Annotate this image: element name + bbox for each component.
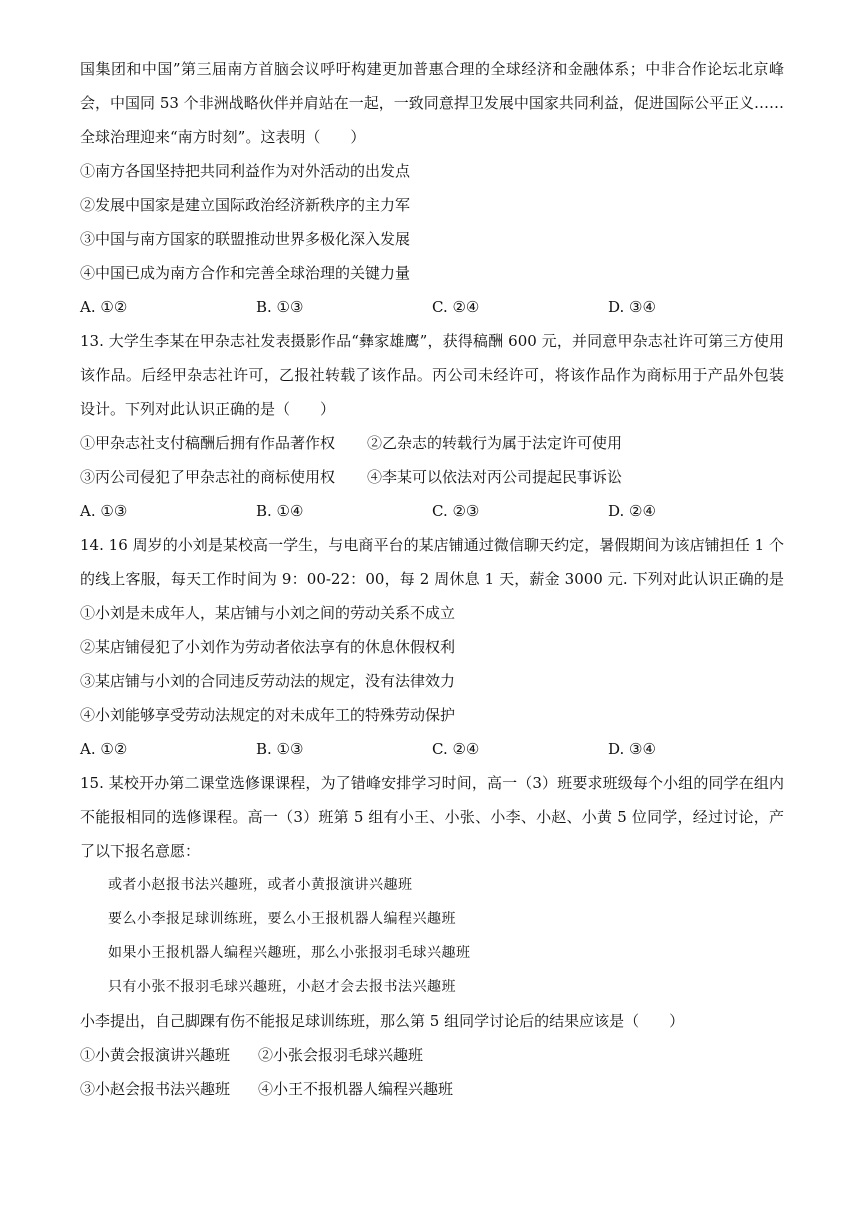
choice-a: A. ①③ (80, 502, 128, 520)
question-15-stem-line-2: 不能报相同的选修课程。高一（3）班第 5 组有小王、小张、小李、小赵、小黄 5 位同学，经过讨论，产 (80, 808, 784, 826)
question-15-option-3: ③小赵会报书法兴趣班 (80, 1080, 231, 1098)
question-13-stem-line-1: 13. 大学生李某在甲杂志社发表摄影作品“彝家雄鹰”，获得稿酬 600 元，并同意甲杂志社许可第三方使用 (80, 332, 784, 350)
choice-b: B. ①③ (256, 298, 304, 316)
question-12-choices (80, 290, 784, 324)
question-12-option-2: ②发展中国家是建立国际政治经济新秩序的主力军 (80, 196, 411, 214)
question-13-option-2: ②乙杂志的转载行为属于法定许可使用 (367, 434, 623, 452)
question-15-stem-line-1: 15. 某校开办第二课堂选修课课程，为了错峰安排学习时间，高一（3）班要求班级每个小组的同学在组内 (80, 774, 784, 792)
question-12-stem-line-1: 国集团和中国”第三届南方首脑会议呼吁构建更加普惠合理的全球经济和金融体系；中非合作论坛北京峰 (80, 60, 784, 78)
choice-a: A. ①② (80, 298, 128, 316)
choice-b: B. ①④ (256, 502, 304, 520)
question-15 (80, 766, 784, 1106)
question-12-stem-line-2: 会，中国同 53 个非洲战略伙伴并肩站在一起，一致同意捍卫发展中国家共同利益，促进国际公平正义…… (80, 94, 784, 112)
question-15-option-1: ①小黄会报演讲兴趣班 (80, 1046, 231, 1064)
question-14-choices (80, 732, 784, 766)
question-15-option-2: ②小张会报羽毛球兴趣班 (258, 1046, 424, 1064)
question-15-condition-4: 只有小张不报羽毛球兴趣班，小赵才会去报书法兴趣班 (108, 979, 456, 995)
question-15-condition-1: 或者小赵报书法兴趣班，或者小黄报演讲兴趣班 (108, 877, 413, 893)
question-14-option-1: ①小刘是未成年人，某店铺与小刘之间的劳动关系不成立 (80, 604, 456, 622)
question-14-option-2: ②某店铺侵犯了小刘作为劳动者依法享有的休息休假权利 (80, 638, 456, 656)
choice-b: B. ①③ (256, 740, 304, 758)
question-12-option-4: ④中国已成为南方合作和完善全球治理的关键力量 (80, 264, 411, 282)
exam-page (80, 52, 784, 1106)
choice-d: D. ③④ (608, 298, 656, 316)
question-13-stem-line-3: 设计。下列对此认识正确的是（ ） (80, 400, 336, 418)
choice-d: D. ②④ (608, 502, 656, 520)
question-15-options-row-2 (80, 1072, 784, 1106)
question-14-option-4: ④小刘能够享受劳动法规定的对未成年工的特殊劳动保护 (80, 706, 456, 724)
choice-d: D. ③④ (608, 740, 656, 758)
question-13-stem-line-2: 该作品。后经甲杂志社许可，乙报社转载了该作品。丙公司未经许可，将该作品作为商标用于产品外包装 (80, 366, 784, 384)
question-13-options-row-1 (80, 426, 784, 460)
question-13-choices (80, 494, 784, 528)
question-15-condition-3: 如果小王报机器人编程兴趣班，那么小张报羽毛球兴趣班 (108, 945, 471, 961)
question-13-options-row-2 (80, 460, 784, 494)
question-14-stem-line-2: 的线上客服，每天工作时间为 9：00-22：00，每 2 周休息 1 天，薪金 3000 元. 下列对此认识正确的是 (80, 570, 784, 588)
question-13-option-4: ④李某可以依法对丙公司提起民事诉讼 (367, 468, 623, 486)
question-15-option-4: ④小王不报机器人编程兴趣班 (258, 1080, 454, 1098)
question-12-option-3: ③中国与南方国家的联盟推动世界多极化深入发展 (80, 230, 411, 248)
choice-c: C. ②③ (432, 502, 480, 520)
choice-c: C. ②④ (432, 740, 480, 758)
question-14 (80, 528, 784, 766)
choice-c: C. ②④ (432, 298, 480, 316)
question-15-stem-line-3: 了以下报名意愿： (80, 842, 201, 860)
question-13 (80, 324, 784, 528)
question-13-option-3: ③丙公司侵犯了甲杂志社的商标使用权 (80, 468, 336, 486)
question-15-condition-2: 要么小李报足球训练班，要么小王报机器人编程兴趣班 (108, 911, 456, 927)
question-14-stem-line-1: 14. 16 周岁的小刘是某校高一学生，与电商平台的某店铺通过微信聊天约定，暑假期间为该店铺担任 1 个 (80, 536, 784, 554)
question-12-option-1: ①南方各国坚持把共同利益作为对外活动的出发点 (80, 162, 411, 180)
question-13-option-1: ①甲杂志社支付稿酬后拥有作品著作权 (80, 434, 336, 452)
question-12-stem-line-3: 全球治理迎来“南方时刻”。这表明（ ） (80, 128, 366, 146)
question-12 (80, 52, 784, 324)
question-15-options-row-1 (80, 1038, 784, 1072)
question-14-option-3: ③某店铺与小刘的合同违反劳动法的规定，没有法律效力 (80, 672, 456, 690)
question-15-question: 小李提出，自己脚踝有伤不能报足球训练班，那么第 5 组同学讨论后的结果应该是（ ） (80, 1012, 685, 1030)
choice-a: A. ①② (80, 740, 128, 758)
